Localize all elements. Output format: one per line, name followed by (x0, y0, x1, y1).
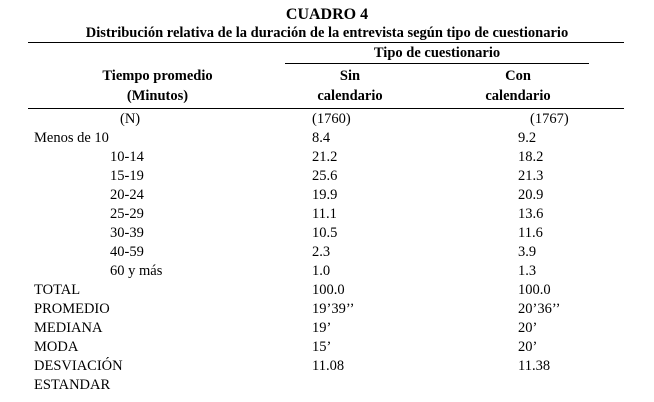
table-row (0, 262, 654, 281)
row-label: DESVIACIÓN (34, 358, 123, 374)
group-rule (285, 63, 589, 64)
cell-sin: 19.9 (312, 187, 338, 203)
top-rule (28, 42, 624, 43)
cell-sin: 8.4 (312, 130, 331, 146)
cell-sin: 1.0 (312, 263, 331, 279)
row-label: ESTANDAR (34, 377, 111, 393)
cell-sin: 11.08 (312, 358, 345, 374)
column-header-sin-line2: calendario (317, 88, 383, 104)
cell-con: 11.6 (518, 225, 543, 241)
table-subtitle: Distribución relativa de la duración de la entrevista según tipo de cuestionario (85, 25, 569, 41)
cell-con: 18.2 (518, 149, 544, 165)
table-row (0, 243, 654, 262)
cell-sin: 21.2 (312, 149, 338, 165)
cell-sin: 11.1 (312, 206, 337, 222)
table-row-n (0, 110, 654, 129)
column-header-time (90, 66, 225, 106)
row-label: Menos de 10 (34, 130, 109, 146)
column-header-sin-calendario (280, 66, 420, 106)
row-label: MODA (34, 339, 79, 355)
cell-sin: 19’ (312, 320, 332, 336)
row-label: PROMEDIO (34, 301, 110, 317)
table-title: CUADRO 4 (285, 6, 369, 23)
cell-sin: (1760) (312, 111, 351, 127)
cell-sin: 2.3 (312, 244, 331, 260)
cell-sin: 10.5 (312, 225, 338, 241)
cell-con: 20’ (518, 339, 538, 355)
cell-con: (1767) (530, 111, 569, 127)
row-label: 20-24 (110, 187, 144, 203)
cell-con: 21.3 (518, 168, 544, 184)
group-header: Tipo de cuestionario (373, 45, 501, 61)
column-header-con-calendario (448, 66, 588, 106)
cell-con: 9.2 (518, 130, 537, 146)
table-row (0, 148, 654, 167)
row-label: TOTAL (34, 282, 81, 298)
cell-con: 11.38 (518, 358, 551, 374)
column-header-time-line2: (Minutos) (126, 88, 189, 104)
cell-sin: 15’ (312, 339, 332, 355)
summary-row-estandar (0, 376, 654, 395)
cell-con: 1.3 (518, 263, 537, 279)
header-rule (28, 108, 624, 109)
row-label: MEDIANA (34, 320, 103, 336)
cell-con: 20.9 (518, 187, 544, 203)
row-label: 10-14 (110, 149, 144, 165)
cell-sin: 100.0 (312, 282, 345, 298)
row-label: 40-59 (110, 244, 144, 260)
summary-row-desviacion (0, 357, 654, 376)
cell-con: 3.9 (518, 244, 537, 260)
cell-con: 100.0 (518, 282, 551, 298)
summary-row-mediana (0, 319, 654, 338)
cell-con: 13.6 (518, 206, 544, 222)
row-label: 60 y más (110, 263, 163, 279)
column-header-sin-line1: Sin (339, 68, 361, 84)
column-header-con-line2: calendario (485, 88, 551, 104)
row-label: 15-19 (110, 168, 144, 184)
row-label: 25-29 (110, 206, 144, 222)
cell-con: 20’36’’ (518, 301, 561, 317)
summary-row-moda (0, 338, 654, 357)
table-row (0, 129, 654, 148)
column-header-time-line1: Tiempo promedio (102, 68, 213, 84)
cell-sin: 25.6 (312, 168, 338, 184)
table-row (0, 205, 654, 224)
cell-con: 20’ (518, 320, 538, 336)
summary-row-total (0, 281, 654, 300)
summary-row-promedio (0, 300, 654, 319)
column-header-con-line1: Con (505, 68, 531, 84)
row-label: 30-39 (110, 225, 144, 241)
row-label: (N) (120, 111, 141, 127)
table-row (0, 186, 654, 205)
table-row (0, 224, 654, 243)
table-row (0, 167, 654, 186)
cell-sin: 19’39’’ (312, 301, 355, 317)
